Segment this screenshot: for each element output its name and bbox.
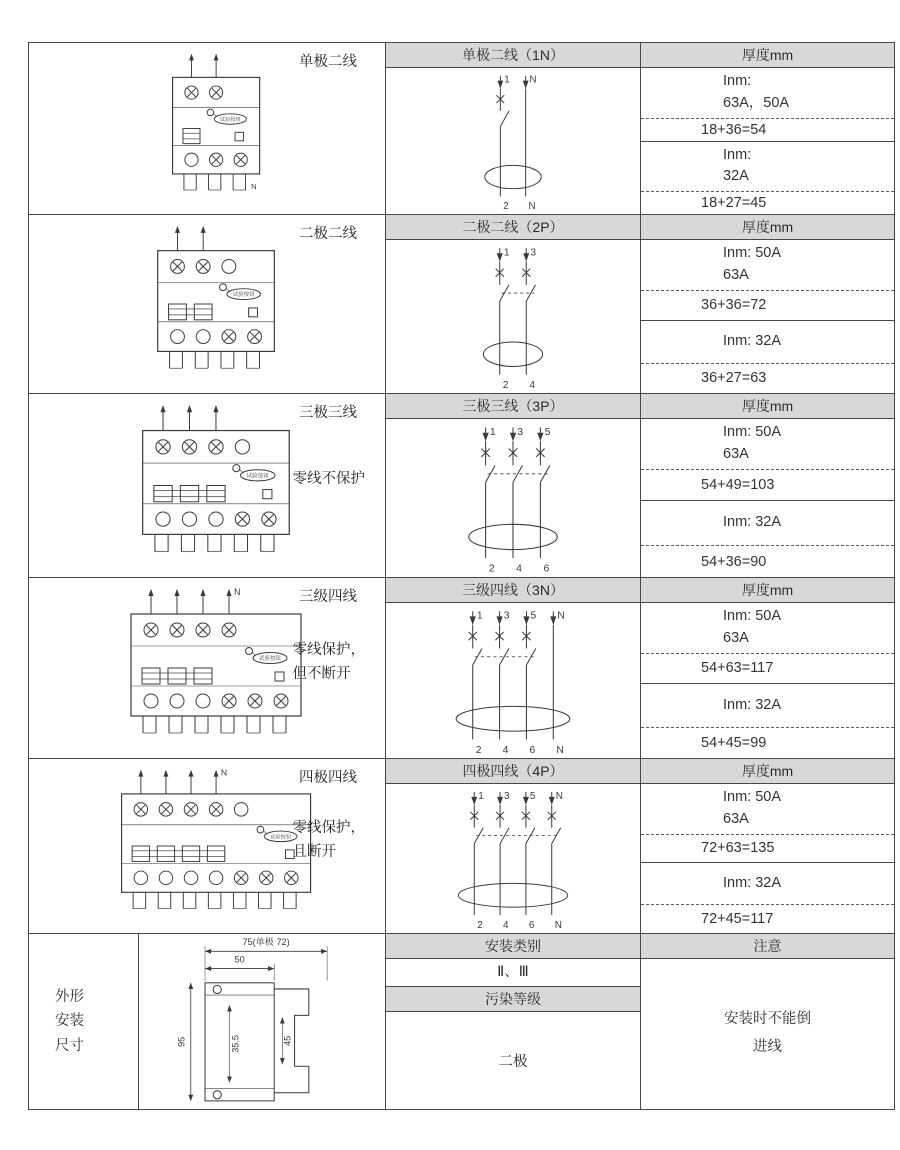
svg-text:5: 5: [530, 610, 537, 622]
device-cell: [29, 578, 386, 758]
circuit-header: 单极二线（1N）: [386, 43, 640, 68]
neutral-note: [293, 639, 366, 687]
thickness-calc: 18+27=45: [701, 195, 767, 211]
thickness-calc: 72+45=117: [701, 911, 774, 928]
thickness-header: 厚度mm: [641, 43, 894, 68]
svg-text:N: N: [529, 74, 537, 86]
inm-line: Inm: 32A: [723, 874, 782, 891]
note-line: 零线保护，: [292, 641, 365, 658]
svg-text:4: 4: [516, 562, 523, 575]
circuit-header: 三级四线（3N）: [386, 578, 640, 603]
svg-text:3: 3: [530, 247, 537, 259]
inm-spec: [641, 321, 894, 364]
inm-line: Inm: 32A: [723, 696, 782, 713]
svg-text:5: 5: [544, 425, 551, 438]
inm-line: Inm: 50A: [723, 608, 782, 624]
inm-line: Inm:: [723, 146, 752, 163]
inm-spec: [641, 784, 894, 835]
inm-line: Inm: 32A: [723, 514, 782, 531]
svg-text:N: N: [234, 587, 241, 597]
note-text-line: 安装时不能倒: [724, 1011, 811, 1028]
outline-label-line: 外形: [55, 988, 84, 1005]
svg-text:2: 2: [502, 379, 509, 391]
table-row: [29, 43, 894, 215]
table-row: [29, 215, 894, 394]
wiring-type-label: 四极四线: [299, 770, 357, 786]
svg-text:2: 2: [503, 201, 509, 213]
svg-text:1: 1: [503, 247, 510, 259]
table-row: [29, 759, 894, 934]
device-cell: [29, 759, 386, 933]
pollution-header: 污染等级: [386, 987, 640, 1012]
circuit-cell: [386, 394, 641, 577]
thickness-calc: 36+36=72: [641, 291, 894, 321]
svg-text:5: 5: [529, 790, 536, 802]
install-cell: [386, 934, 641, 1109]
note-line: 但不断开: [292, 665, 351, 682]
note-cell: [641, 934, 894, 1109]
circuit-cell: [386, 215, 641, 393]
inm-spec: [641, 863, 894, 905]
breaker-device-drawing: [97, 221, 339, 387]
svg-text:1: 1: [478, 790, 484, 802]
thickness-body: [641, 784, 894, 933]
svg-text:N: N: [251, 182, 257, 192]
svg-text:4: 4: [529, 379, 535, 391]
wiring-type-label: 二极二线: [299, 226, 357, 242]
svg-text:75(单极 72): 75(单极 72): [242, 937, 290, 948]
svg-text:4: 4: [503, 920, 509, 932]
footer-row: [29, 934, 894, 1109]
device-cell: [29, 215, 386, 393]
thickness-body: [641, 603, 894, 758]
circuit-diagram: [386, 784, 640, 933]
pollution-value: 二极: [498, 1054, 528, 1070]
svg-text:2: 2: [477, 920, 483, 932]
breaker-device-drawing: [97, 49, 339, 208]
inm-line: 63A: [723, 629, 749, 646]
note-text: [641, 959, 894, 1109]
wiring-type-label: 单极二线: [299, 54, 357, 70]
thickness-cell: [641, 43, 894, 214]
circuit-header: 二极二线（2P）: [386, 215, 640, 240]
thickness-body: [641, 240, 894, 393]
inm-line: 63A，50A: [723, 94, 790, 111]
svg-text:试验按钮: 试验按钮: [258, 656, 282, 662]
thickness-calc: 36+27=63: [701, 370, 767, 387]
thickness-header: 厚度mm: [641, 578, 894, 603]
svg-text:6: 6: [543, 562, 550, 575]
thickness-cell: [641, 394, 894, 577]
inm-line: Inm: 50A: [723, 245, 782, 261]
neutral-note: [293, 817, 366, 865]
note-line: 且断开: [292, 843, 336, 860]
thickness-cell: [641, 759, 894, 933]
inm-line: Inm: 32A: [723, 332, 782, 349]
wiring-type-label: 三极三线: [299, 405, 357, 421]
svg-text:1: 1: [489, 425, 496, 438]
svg-text:2: 2: [488, 562, 495, 575]
svg-text:6: 6: [529, 744, 536, 756]
svg-text:35.5: 35.5: [230, 1034, 241, 1053]
thickness-calc: 18+36=54: [641, 119, 894, 142]
circuit-cell: [386, 43, 641, 214]
inm-line: Inm: 50A: [723, 789, 782, 805]
svg-text:3: 3: [503, 610, 510, 622]
svg-text:4: 4: [502, 744, 509, 756]
circuit-header: 三极三线（3P）: [386, 394, 640, 419]
circuit-diagram: [386, 603, 640, 758]
thickness-calc: 72+63=135: [641, 835, 894, 864]
svg-text:45: 45: [282, 1035, 293, 1046]
thickness-header: 厚度mm: [641, 759, 894, 784]
thickness-body: [641, 419, 894, 577]
circuit-cell: [386, 759, 641, 933]
inm-spec: [641, 68, 894, 119]
note-line: 零线不保护: [292, 471, 365, 488]
thickness-calc: 54+36=90: [701, 553, 767, 570]
spec-table: [28, 42, 895, 1110]
svg-text:试验按钮: 试验按钮: [270, 834, 292, 841]
inm-spec: [641, 684, 894, 728]
table-row: [29, 578, 894, 759]
svg-text:3: 3: [517, 425, 524, 438]
svg-text:2: 2: [475, 744, 482, 756]
inm-line: 32A: [723, 168, 749, 185]
note-header: 注意: [641, 934, 894, 959]
svg-text:N: N: [554, 920, 562, 932]
inm-line: 63A: [723, 445, 749, 462]
circuit-cell: [386, 578, 641, 758]
svg-text:1: 1: [476, 610, 483, 622]
dimension-drawing: [139, 934, 385, 1109]
note-text-line: 进线: [753, 1039, 782, 1055]
inm-spec: [641, 142, 894, 193]
device-cell: [29, 394, 386, 577]
svg-text:N: N: [556, 744, 564, 756]
inm-line: 63A: [723, 266, 749, 283]
svg-text:试验按钮: 试验按钮: [232, 292, 255, 299]
circuit-diagram: [386, 240, 640, 393]
inm-spec: [641, 501, 894, 546]
install-category-header: 安装类别: [386, 934, 640, 959]
svg-text:N: N: [220, 767, 228, 778]
circuit-header: 四极四线（4P）: [386, 759, 640, 784]
note-line: 零线保护，: [292, 819, 365, 836]
thickness-header: 厚度mm: [641, 215, 894, 240]
table-row: [29, 394, 894, 578]
circuit-diagram: [386, 68, 640, 214]
outline-cell: [29, 934, 386, 1109]
inm-line: 63A: [723, 810, 749, 827]
svg-text:1: 1: [504, 74, 510, 86]
inm-spec: [641, 603, 894, 654]
thickness-calc: 54+45=99: [701, 735, 767, 752]
thickness-header: 厚度mm: [641, 394, 894, 419]
inm-spec: [641, 419, 894, 470]
thickness-body: [641, 68, 894, 214]
svg-text:N: N: [557, 610, 565, 622]
svg-text:N: N: [555, 790, 563, 802]
svg-text:N: N: [528, 201, 536, 213]
outline-dims-label: [29, 934, 139, 1109]
svg-text:试验按钮: 试验按钮: [246, 473, 269, 480]
outline-label-line: 安装: [55, 1013, 84, 1030]
install-category-value: Ⅱ、Ⅲ: [386, 959, 640, 987]
inm-line: Inm:: [723, 73, 752, 89]
thickness-cell: [641, 578, 894, 758]
thickness-calc: 54+63=117: [641, 654, 894, 685]
svg-text:50: 50: [234, 954, 245, 965]
thickness-calc: 54+49=103: [641, 470, 894, 502]
inm-line: Inm: 50A: [723, 424, 782, 440]
svg-text:6: 6: [528, 920, 535, 932]
svg-text:95: 95: [176, 1036, 187, 1047]
neutral-note: [293, 468, 366, 492]
wiring-type-label: 三级四线: [299, 589, 357, 605]
svg-text:3: 3: [504, 790, 510, 802]
device-cell: [29, 43, 386, 214]
circuit-diagram: [386, 419, 640, 577]
thickness-cell: [641, 215, 894, 393]
outline-label-line: 尺寸: [55, 1037, 84, 1054]
inm-spec: [641, 240, 894, 291]
svg-text:试验按钮: 试验按钮: [219, 116, 241, 123]
